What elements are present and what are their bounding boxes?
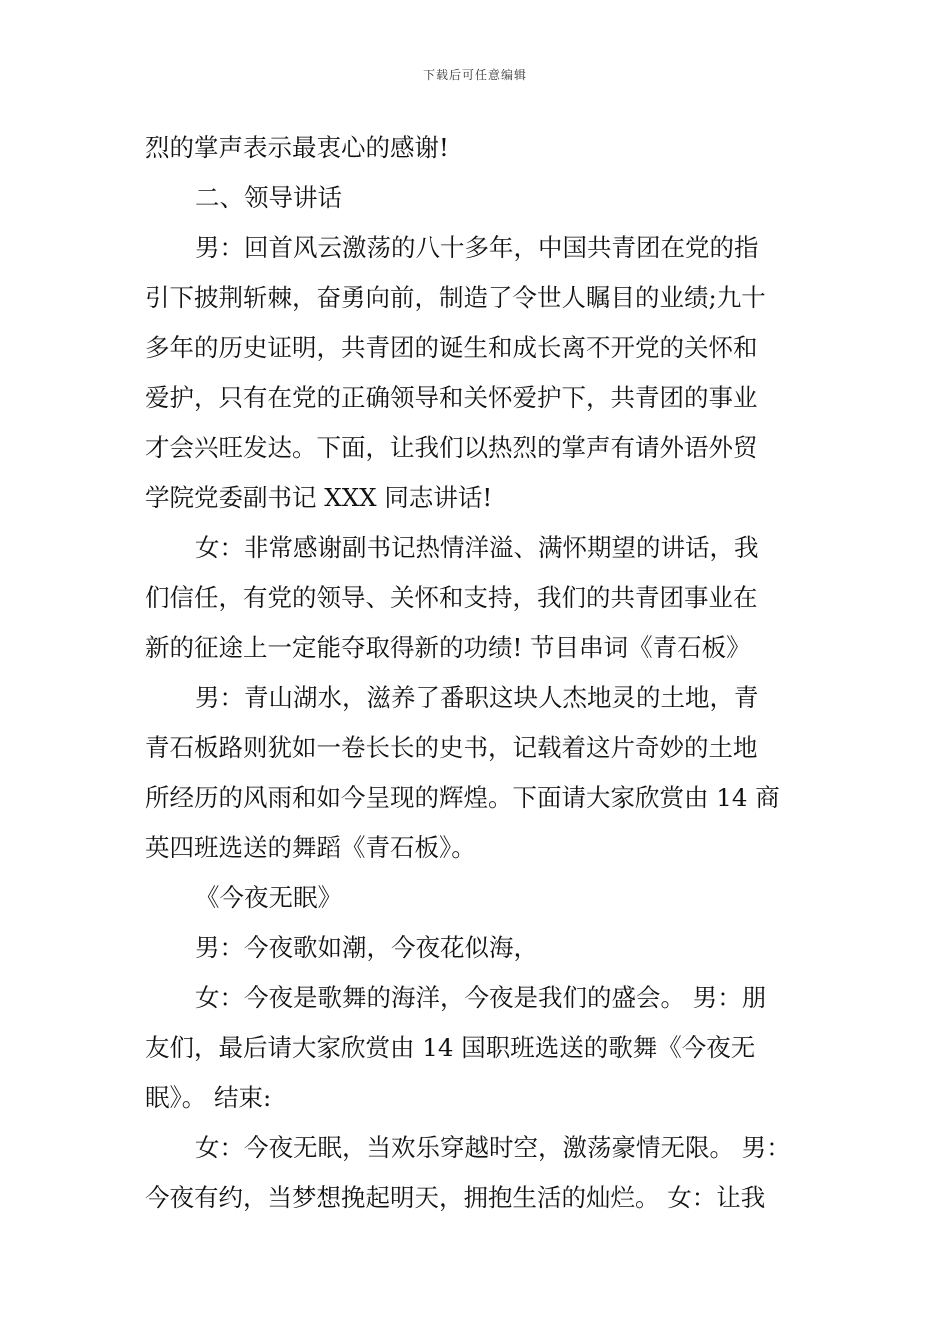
text-line: 引下披荆斩棘，奋勇向前，制造了令世人瞩目的业绩;九十 (145, 283, 766, 312)
text-line: 烈的掌声表示最衷心的感谢! (145, 133, 449, 162)
text-line: 女：非常感谢副书记热情洋溢、满怀期望的讲话，我 (195, 533, 759, 562)
text-line: 爱护，只有在党的正确领导和关怀爱护下，共青团的事业 (145, 383, 758, 412)
text-line: 多年的历史证明，共青团的诞生和成长离不开党的关怀和 (145, 333, 758, 362)
text-line: 才会兴旺发达。下面，让我们以热烈的掌声有请外语外贸 (145, 433, 758, 462)
text-line: 男：回首风云激荡的八十多年，中国共青团在党的指 (195, 233, 759, 262)
section-heading: 《今夜无眠》 (195, 883, 342, 912)
text-line: 男：今夜歌如潮，今夜花似海， (195, 933, 538, 962)
text-line: 女：今夜是歌舞的海洋，今夜是我们的盛会。 男：朋 (195, 983, 767, 1012)
text-line: 友们，最后请大家欣赏由 14 国职班选送的歌舞《今夜无 (145, 1033, 756, 1062)
text-line: 英四班选送的舞蹈《青石板》。 (145, 833, 476, 862)
text-line: 青石板路则犹如一卷长长的史书，记载着这片奇妙的土地 (145, 733, 758, 762)
text-line: 女：今夜无眠，当欢乐穿越时空，激荡豪情无限。 男： (195, 1133, 791, 1162)
text-line: 们信任，有党的领导、关怀和支持，我们的共青团事业在 (145, 583, 758, 612)
text-line: 学院党委副书记 XXX 同志讲话! (145, 483, 493, 512)
page-header: 下载后可任意编辑 (422, 68, 527, 82)
text-line: 眠》。 结束: (145, 1083, 272, 1112)
text-line: 男：青山湖水，滋养了番职这块人杰地灵的土地，青 (195, 683, 759, 712)
text-line: 新的征途上一定能夺取得新的功绩! 节目串词《青石板》 (145, 633, 751, 662)
text-line: 所经历的风雨和如今呈现的辉煌。下面请大家欣赏由 14 商 (145, 783, 780, 812)
section-heading: 二、领导讲话 (195, 183, 342, 212)
text-line: 今夜有约，当梦想挽起明天，拥抱生活的灿烂。 女：让我 (145, 1183, 766, 1212)
